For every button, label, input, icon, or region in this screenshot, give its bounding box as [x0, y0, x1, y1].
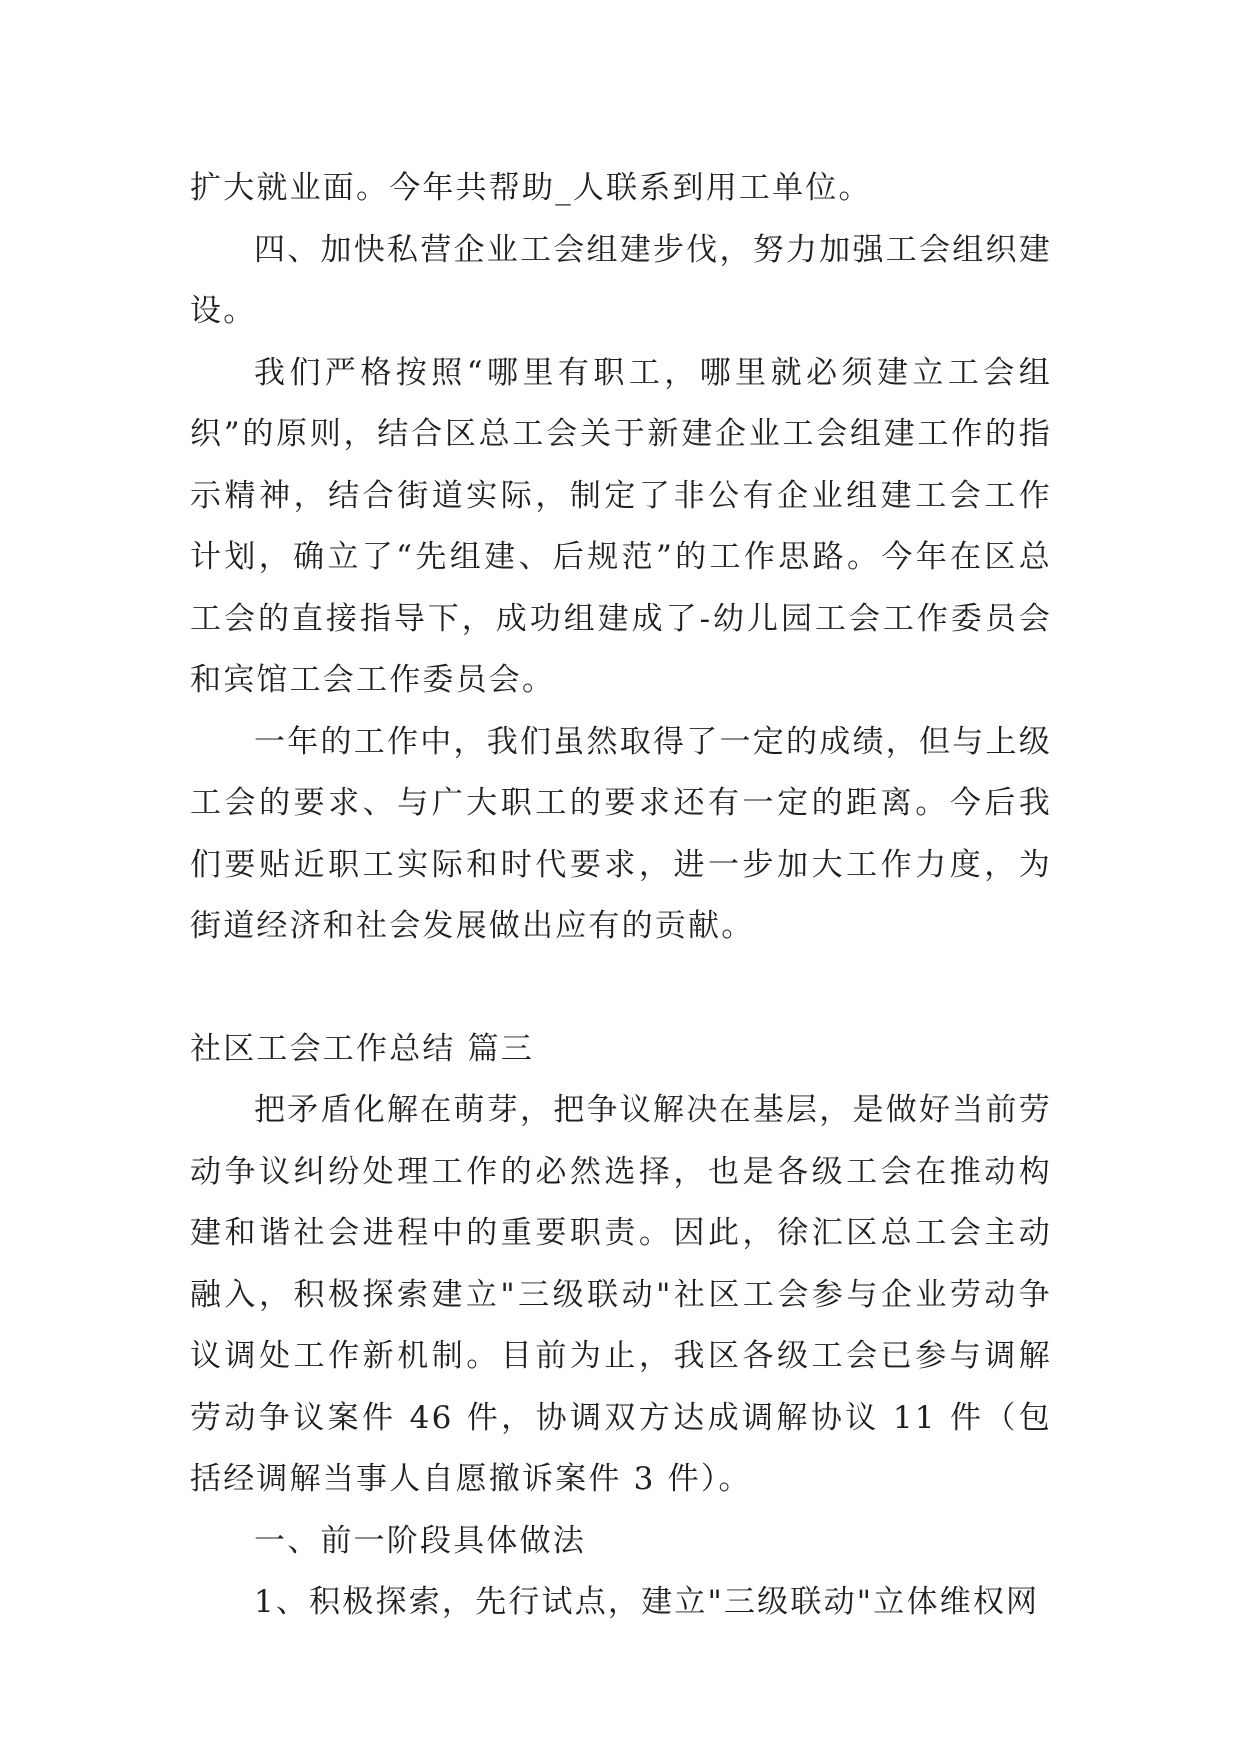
document-body — [190, 158, 1052, 1634]
paragraph-3: 我们严格按照“哪里有职工，哪里就必须建立工会组织”的原则，结合区总工会关于新建企业工会组建工作的指示精神，结合街道实际，制定了非公有企业组建工会工作计划，确立了“先组建、后规范”的工作思路。今年在区总工会的直接指导下，成功组建成了-幼儿园工会工作委员会和宾馆工会工作委员会。 — [190, 354, 1052, 698]
paragraph-4: 一年的工作中，我们虽然取得了一定的成绩，但与上级工会的要求、与广大职工的要求还有一定的距离。今后我们要贴近职工实际和时代要求，进一步加大工作力度，为街道经济和社会发展做出应有的贡献。 — [190, 723, 1052, 944]
paragraph-1: 扩大就业面。今年共帮助_人联系到用工单位。 — [190, 170, 872, 206]
paragraph-5: 把矛盾化解在萌芽，把争议解决在基层，是做好当前劳动争议纠纷处理工作的必然选择，也是各级工会在推动构建和谐社会进程中的重要职责。因此，徐汇区总工会主动融入，积极探索建立"三级联动"社区工会参与企业劳动争议调处工作新机制。目前为止，我区各级工会已参与调解劳动争议案件 46 件，协调双方达成调解协议 11 件（包括经调解当事人自愿撤诉案件 3 件）。 — [190, 1092, 1052, 1497]
section-heading: 社区工会工作总结 篇三 — [190, 1030, 535, 1067]
paragraph-6: 一、前一阶段具体做法 — [254, 1522, 586, 1559]
paragraph-2: 四、加快私营企业工会组建步伐，努力加强工会组织建设。 — [190, 231, 1052, 329]
paragraph-7: 1、积极探索，先行试点，建立"三级联动"立体维权网 — [254, 1584, 1040, 1620]
